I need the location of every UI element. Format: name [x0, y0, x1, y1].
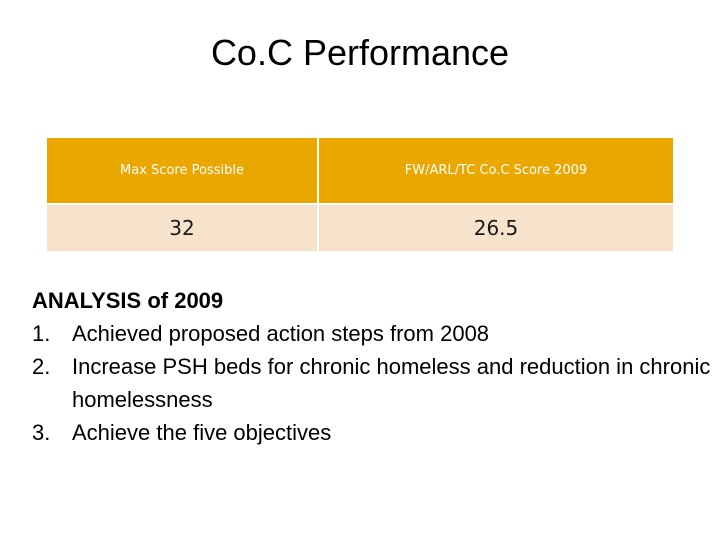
- analysis-list: [32, 317, 712, 449]
- coc-score-value: 26.5: [318, 204, 673, 251]
- analysis-section: [32, 284, 712, 449]
- list-item-text: Achieved proposed action steps from 2008: [72, 321, 490, 346]
- list-item-text: Achieve the five objectives: [72, 420, 332, 445]
- list-item-number: 1.: [32, 321, 51, 346]
- table-row: [47, 204, 673, 251]
- list-item-number: 3.: [32, 420, 51, 445]
- list-item-number: 2.: [32, 354, 51, 379]
- list-item: [32, 350, 712, 416]
- table-header-row: [47, 138, 673, 204]
- slide-title: Co.C Performance: [210, 32, 510, 73]
- max-score-value: 32: [47, 204, 318, 251]
- analysis-heading: ANALYSIS of 2009: [32, 288, 224, 313]
- list-item-text: Increase PSH beds for chronic homeless and reduction in chronic homelessness: [72, 354, 711, 412]
- list-item: [32, 416, 712, 449]
- list-item: [32, 317, 712, 350]
- coc-score-header: FW/ARL/TC Co.C Score 2009: [318, 138, 673, 204]
- max-score-header: Max Score Possible: [47, 138, 318, 204]
- score-table: [47, 138, 673, 251]
